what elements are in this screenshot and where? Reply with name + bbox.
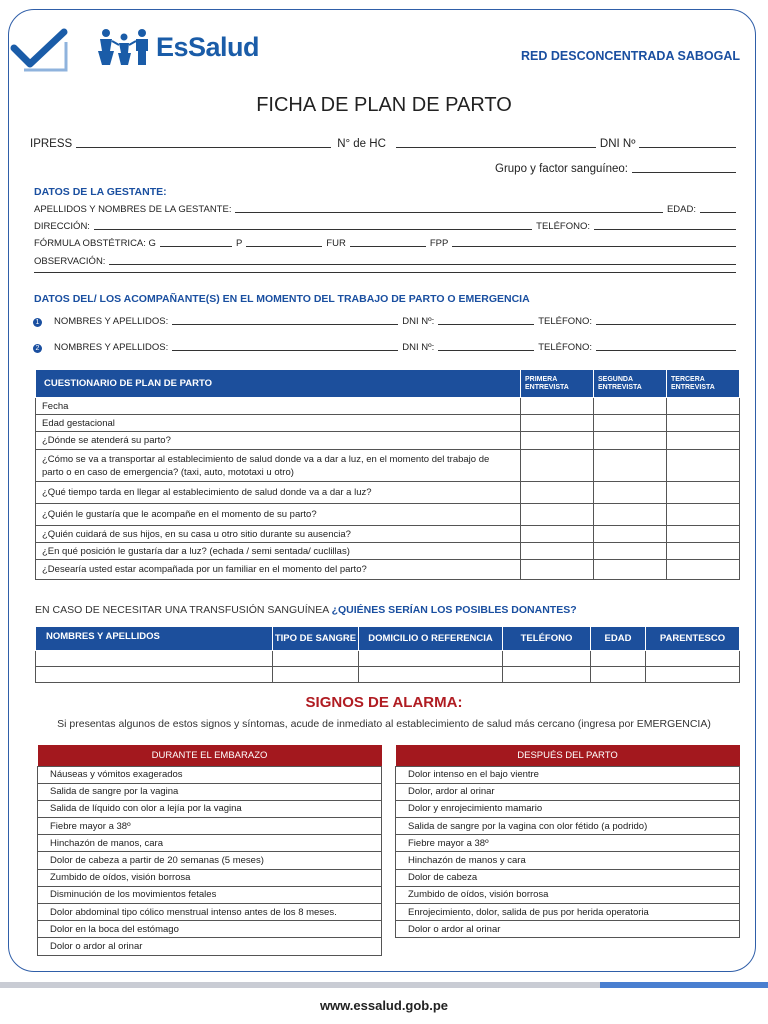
alarm-subtitle: Si presentas algunos de estos signos y síntomas, acude de inmediato al establecimiento de salud más cercano (ingresa por EMERGENCIA)	[57, 718, 711, 730]
age-field[interactable]	[700, 212, 736, 213]
list-item	[396, 852, 740, 869]
table-row	[36, 667, 740, 683]
fpp-label: FPP	[429, 238, 449, 249]
answer-cell[interactable]	[521, 398, 594, 415]
donors-table	[35, 626, 740, 683]
pregnancy-sign: Dolor en la boca del estómago	[38, 921, 382, 938]
col-phone: TELÉFONO	[503, 627, 591, 651]
list-item	[396, 783, 740, 800]
companion-1-dni-field[interactable]	[438, 324, 534, 325]
questionnaire-table	[35, 369, 740, 580]
answer-cell[interactable]	[667, 504, 740, 526]
list-item	[38, 904, 382, 921]
companion-1-phone-label: TELÉFONO:	[538, 316, 593, 327]
postpartum-sign: Fiebre mayor a 38º	[396, 835, 740, 852]
page-title: FICHA DE PLAN DE PARTO	[256, 94, 512, 116]
list-item	[38, 835, 382, 852]
table-row	[36, 526, 740, 543]
answer-cell[interactable]	[667, 415, 740, 432]
address-field[interactable]	[94, 229, 532, 230]
pregnancy-sign: Salida de sangre por la vagina	[38, 783, 382, 800]
table-row	[36, 543, 740, 560]
answer-cell[interactable]	[521, 432, 594, 450]
blood-row	[495, 163, 740, 175]
table-row	[36, 482, 740, 504]
fur-label: FUR	[326, 238, 346, 249]
companion-row-1	[34, 316, 740, 327]
answer-cell[interactable]	[667, 526, 740, 543]
checkmark-logo-icon	[10, 26, 70, 74]
pregnancy-sign: Disminución de los movimientos fetales	[38, 886, 382, 903]
answer-cell[interactable]	[667, 482, 740, 504]
companion-1-phone-field[interactable]	[596, 324, 736, 325]
postpartum-title: DESPUÉS DEL PARTO	[396, 745, 740, 766]
postpartum-sign: Salida de sangre por la vagina con olor fétido (a podrido)	[396, 818, 740, 835]
answer-cell[interactable]	[594, 415, 667, 432]
answer-cell[interactable]	[521, 560, 594, 580]
pregnancy-sign: Fiebre mayor a 38º	[38, 818, 382, 835]
ipress-field[interactable]	[76, 147, 331, 148]
questionnaire-title: CUESTIONARIO DE PLAN DE PARTO	[36, 370, 521, 398]
list-item	[396, 921, 740, 938]
col-second-interview: SEGUNDA ENTREVISTA	[594, 370, 667, 398]
formula-g-field[interactable]	[160, 246, 232, 247]
list-item	[396, 904, 740, 921]
dni-label: DNI Nº	[599, 138, 636, 150]
list-item	[396, 818, 740, 835]
list-item	[38, 886, 382, 903]
table-row	[36, 432, 740, 450]
formula-label: FÓRMULA OBSTÉTRICA: G	[34, 238, 156, 249]
formula-row	[34, 238, 740, 249]
network-name: RED DESCONCENTRADA SABOGAL	[521, 49, 740, 63]
obs-row-2	[34, 272, 740, 275]
table-row	[36, 398, 740, 415]
number-2-icon: 2	[33, 344, 42, 353]
answer-cell[interactable]	[594, 450, 667, 482]
list-item	[38, 852, 382, 869]
question-text: ¿Qué tiempo tarda en llegar al establecimiento de salud donde va a dar a luz?	[36, 482, 521, 504]
obs-field[interactable]	[109, 264, 736, 265]
table-row	[36, 560, 740, 580]
blood-field[interactable]	[632, 172, 736, 173]
obs-field-2[interactable]	[34, 272, 736, 273]
pregnancy-signs-table	[37, 745, 382, 956]
hc-field[interactable]	[396, 147, 596, 148]
postpartum-signs-table	[395, 745, 740, 938]
pregnancy-sign: Dolor abdominal tipo cólico menstrual intenso antes de los 8 meses.	[38, 904, 382, 921]
table-row	[36, 504, 740, 526]
donor-cell[interactable]	[646, 667, 740, 683]
answer-cell[interactable]	[594, 560, 667, 580]
list-item	[396, 835, 740, 852]
question-text: ¿Dónde se atenderá su parto?	[36, 432, 521, 450]
phone-label: TELÉFONO:	[536, 221, 590, 232]
dni-field[interactable]	[639, 147, 736, 148]
answer-cell[interactable]	[667, 398, 740, 415]
family-logo-icon	[96, 27, 154, 67]
pregnancy-sign: Dolor de cabeza a partir de 20 semanas (5 meses)	[38, 852, 382, 869]
answer-cell[interactable]	[667, 450, 740, 482]
phone-field[interactable]	[594, 229, 736, 230]
list-item	[38, 938, 382, 955]
companion-row-2	[34, 342, 740, 353]
fur-field[interactable]	[350, 246, 426, 247]
companion-1-dni-label: DNI Nº:	[402, 316, 435, 327]
list-item	[38, 766, 382, 783]
col-names: NOMBRES Y APELLIDOS	[36, 627, 273, 651]
col-age: EDAD	[591, 627, 646, 651]
obs-label: OBSERVACIÓN:	[34, 256, 106, 267]
postpartum-sign: Dolor de cabeza	[396, 869, 740, 886]
blood-label: Grupo y factor sanguíneo:	[495, 163, 628, 175]
postpartum-sign: Enrojecimiento, dolor, salida de pus por herida operatoria	[396, 904, 740, 921]
pregnancy-sign: Náuseas y vómitos exagerados	[38, 766, 382, 783]
question-text: Fecha	[36, 398, 521, 415]
donor-cell[interactable]	[359, 667, 503, 683]
list-item	[396, 869, 740, 886]
list-item	[38, 783, 382, 800]
answer-cell[interactable]	[521, 450, 594, 482]
postpartum-sign: Dolor o ardor al orinar	[396, 921, 740, 938]
companion-2-dni-label: DNI Nº:	[402, 342, 435, 353]
postpartum-sign: Dolor y enrojecimiento mamario	[396, 800, 740, 817]
question-text: ¿Quién cuidará de sus hijos, en su casa u otro sitio durante su ausencia?	[36, 526, 521, 543]
pregnancy-title: DURANTE EL EMBARAZO	[38, 745, 382, 766]
col-blood-type: TIPO DE SANGRE	[273, 627, 359, 651]
fpp-field[interactable]	[452, 246, 736, 247]
postpartum-sign: Zumbido de oídos, visión borrosa	[396, 886, 740, 903]
gestante-names-row	[34, 204, 740, 215]
list-item	[396, 766, 740, 783]
donor-cell[interactable]	[503, 667, 591, 683]
answer-cell[interactable]	[521, 504, 594, 526]
pregnancy-sign: Salida de líquido con olor a lejía por la vagina	[38, 800, 382, 817]
table-row	[36, 450, 740, 482]
address-label: DIRECCIÓN:	[34, 221, 90, 232]
address-row	[34, 221, 740, 232]
answer-cell[interactable]	[594, 398, 667, 415]
number-1-icon: 1	[33, 318, 42, 327]
answer-cell[interactable]	[594, 504, 667, 526]
list-item	[38, 869, 382, 886]
donor-cell[interactable]	[273, 667, 359, 683]
col-first-interview: PRIMERA ENTREVISTA	[521, 370, 594, 398]
ipress-label: IPRESS	[30, 138, 73, 150]
donor-cell[interactable]	[503, 651, 591, 667]
table-row	[36, 651, 740, 667]
hc-label: N° de HC	[337, 138, 386, 150]
pregnancy-sign: Dolor o ardor al orinar	[38, 938, 382, 955]
donor-cell[interactable]	[36, 651, 273, 667]
col-address: DOMICILIO O REFERENCIA	[359, 627, 503, 651]
companion-2-names-label: NOMBRES Y APELLIDOS:	[54, 342, 169, 353]
question-text: ¿Cómo se va a transportar al establecimiento de salud donde va a dar a luz, en el momento del trabajo de parto o en caso de emergencia? (taxi, auto, mototaxi u otro)	[36, 450, 521, 482]
answer-cell[interactable]	[521, 543, 594, 560]
companion-section-title: DATOS DEL/ LOS ACOMPAÑANTE(S) EN EL MOMENTO DEL TRABAJO DE PARTO O EMERGENCIA	[34, 293, 530, 305]
formula-p-label: P	[235, 238, 243, 249]
question-text: Edad gestacional	[36, 415, 521, 432]
formula-p-field[interactable]	[246, 246, 322, 247]
answer-cell[interactable]	[594, 526, 667, 543]
essalud-logo	[96, 26, 259, 68]
postpartum-sign: Hinchazón de manos y cara	[396, 852, 740, 869]
question-text: ¿Quién le gustaría que le acompañe en el momento de su parto?	[36, 504, 521, 526]
gestante-names-field[interactable]	[235, 212, 662, 213]
alarm-title: SIGNOS DE ALARMA:	[305, 694, 463, 711]
answer-cell[interactable]	[667, 560, 740, 580]
question-text: ¿En qué posición le gustaría dar a luz? (echada / semi sentada/ cuclillas)	[36, 543, 521, 560]
list-item	[38, 818, 382, 835]
pregnancy-sign: Hinchazón de manos, cara	[38, 835, 382, 852]
table-row	[36, 415, 740, 432]
companion-1-names-label: NOMBRES Y APELLIDOS:	[54, 316, 169, 327]
donor-cell[interactable]	[36, 667, 273, 683]
col-third-interview: TERCERA ENTREVISTA	[667, 370, 740, 398]
companion-2-phone-field[interactable]	[596, 350, 736, 351]
pregnancy-sign: Zumbido de oídos, visión borrosa	[38, 869, 382, 886]
question-text: ¿Desearía usted estar acompañada por un familiar en el momento del parto?	[36, 560, 521, 580]
postpartum-sign: Dolor intenso en el bajo vientre	[396, 766, 740, 783]
donors-header	[36, 627, 740, 651]
donor-cell[interactable]	[591, 667, 646, 683]
answer-cell[interactable]	[594, 543, 667, 560]
brand-name: EsSalud	[156, 31, 260, 62]
donors-question: ¿QUIÉNES SERÍAN LOS POSIBLES DONANTES?	[331, 604, 577, 616]
questionnaire-header	[36, 370, 740, 398]
age-label: EDAD:	[666, 204, 696, 215]
companion-2-dni-field[interactable]	[438, 350, 534, 351]
obs-row	[34, 256, 740, 267]
list-item	[396, 800, 740, 817]
gestante-section-title: DATOS DE LA GESTANTE:	[34, 186, 167, 198]
donors-heading	[35, 604, 577, 616]
answer-cell[interactable]	[521, 526, 594, 543]
footer-url[interactable]: www.essalud.gob.pe	[319, 998, 449, 1013]
answer-cell[interactable]	[667, 432, 740, 450]
footer-bar	[0, 982, 768, 988]
id-row	[30, 138, 740, 150]
companion-2-names-field[interactable]	[172, 350, 398, 351]
answer-cell[interactable]	[667, 543, 740, 560]
companion-2-phone-label: TELÉFONO:	[538, 342, 593, 353]
answer-cell[interactable]	[521, 415, 594, 432]
donor-cell[interactable]	[646, 651, 740, 667]
companion-1-names-field[interactable]	[172, 324, 398, 325]
donor-cell[interactable]	[591, 651, 646, 667]
answer-cell[interactable]	[594, 482, 667, 504]
gestante-names-label: APELLIDOS Y NOMBRES DE LA GESTANTE:	[34, 204, 232, 215]
answer-cell[interactable]	[521, 482, 594, 504]
list-item	[38, 800, 382, 817]
list-item	[396, 886, 740, 903]
postpartum-sign: Dolor, ardor al orinar	[396, 783, 740, 800]
donor-cell[interactable]	[359, 651, 503, 667]
col-relationship: PARENTESCO	[646, 627, 740, 651]
list-item	[38, 921, 382, 938]
donors-intro: EN CASO DE NECESITAR UNA TRANSFUSIÓN SANGUÍNEA	[35, 604, 329, 616]
answer-cell[interactable]	[594, 432, 667, 450]
donor-cell[interactable]	[273, 651, 359, 667]
